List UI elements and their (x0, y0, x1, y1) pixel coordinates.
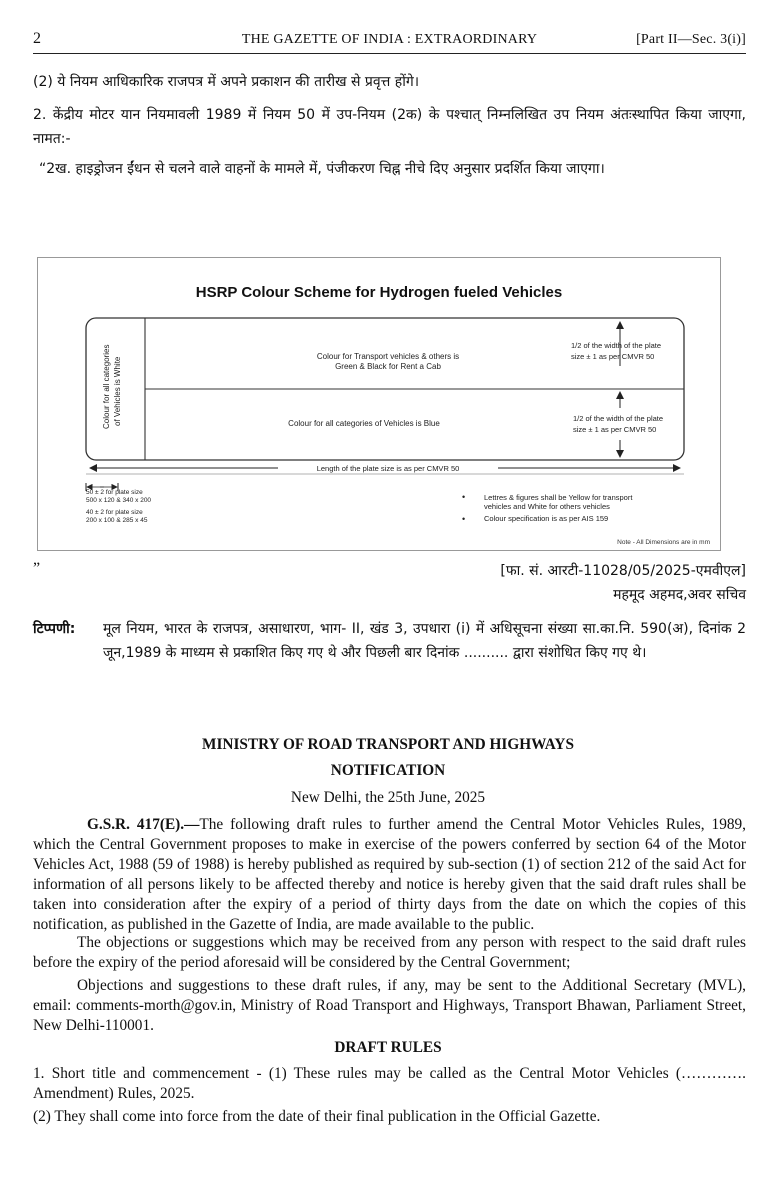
notification-heading: NOTIFICATION (330, 762, 446, 779)
figure-title: HSRP Colour Scheme for Hydrogen fueled Vehicles (195, 284, 563, 301)
closing-quote: ” (33, 560, 41, 577)
bullet-dot-2: • (462, 514, 466, 524)
bullet-1a: Lettres & figures shall be Yellow for transport (484, 493, 633, 502)
dim-top-line-1: 1/2 of the width of the plate (571, 341, 662, 350)
vertical-label-2: of Vehicles is White (113, 356, 122, 426)
size-note-2b: 200 x 100 & 285 x 45 (86, 517, 148, 524)
size-note-1a: 50 ± 2 for plate size (86, 489, 143, 496)
length-label: Length of the plate size is as per CMVR 50 (316, 464, 460, 473)
draft-rules-heading: DRAFT RULES (334, 1039, 442, 1056)
bottom-band-label: Colour for all categories of Vehicles is Blue (288, 419, 440, 428)
hsrp-plate-diagram (38, 258, 720, 550)
dimensions-note: Note - All Dimensions are in mm (617, 539, 710, 546)
signatory: महमूद अहमद,अवर सचिव (613, 587, 746, 603)
gsr-text: The following draft rules to further amend the Central Motor Vehicles Rules, 1989, which the Central Government proposes to make in exercise of the powers conferred by section 64 of the Motor Vehicles Act, 1988 (59 of 1988) is hereby published as required by sub-section (1) of section 212 of the said Act for information of all persons likely to be affected thereby and notice is hereby given that the said draft rules shall be taken into consideration after the expiry of a period of thirty days from the date on which the copies of this notification, as published in the Gazette of India, are made available to the public. (33, 816, 746, 933)
dim-bottom-line-1: 1/2 of the width of the plate (573, 414, 664, 423)
dim-top-line-2: size ± 1 as per CMVR 50 (571, 352, 655, 361)
hsrp-figure (37, 257, 721, 551)
page-number: 2 (33, 30, 42, 47)
contact-paragraph: Objections and suggestions to these draft rules, if any, may be sent to the Additional Secretary (MVL), email: comments-morth@gov.in, Ministry of Road Transport and Highways, Transport Bhawan, Parliament Street, New Delhi-110001. (33, 977, 746, 1034)
bullet-2: Colour specification is as per AIS 159 (484, 514, 609, 523)
gsr-number: G.S.R. 417(E).— (87, 816, 200, 833)
dim-bottom-line-2: size ± 1 as per CMVR 50 (573, 425, 657, 434)
vertical-label-1: Colour for all categories (102, 344, 111, 429)
gsr-paragraph (33, 815, 746, 935)
gazette-title: THE GAZETTE OF INDIA : EXTRAORDINARY (241, 32, 538, 47)
hindi-para-commencement: (2) ये नियम आधिकारिक राजपत्र में अपने प्रकाशन की तारीख से प्रवृत्त होंगे। (33, 74, 420, 90)
page-header (33, 30, 746, 52)
size-note-2a: 40 ± 2 for plate size (86, 509, 143, 516)
dateline: New Delhi, the 25th June, 2025 (290, 789, 486, 806)
header-rule (33, 53, 746, 54)
bullet-dot-1: • (462, 492, 466, 502)
draft-rule-1: 1. Short title and commencement - (1) These rules may be called as the Central Motor Vehicles (…………. Amendment) Rules, 2025. (33, 1065, 746, 1102)
objections-paragraph: The objections or suggestions which may be received from any person with respect to the said draft rules before the expiry of the period aforesaid will be considered by the Central Government; (33, 934, 746, 971)
size-note-1b: 500 x 120 & 340 x 200 (86, 497, 152, 504)
top-band-line-1: Colour for Transport vehicles & others is (316, 352, 460, 361)
part-section: [Part II—Sec. 3(i)] (636, 32, 746, 47)
bullet-1b: vehicles and White for others vehicles (484, 502, 610, 511)
hindi-para-amendment: 2. केंद्रीय मोटर यान नियमावली 1989 में नियम 50 में उप-नियम (2क) के पश्चात् निम्नलिखित उप नियम अंतःस्थापित किया जाएगा, नामत:- (33, 107, 746, 147)
hindi-para-rule: “2ख. हाइड्रोजन ईंधन से चलने वाले वाहनों के मामले में, पंजीकरण चिह्न नीचे दिए अनुसार प्रदर्शित किया जाएगा। (39, 161, 605, 177)
draft-rule-2: (2) They shall come into force from the date of their final publication in the Official Gazette. (33, 1108, 601, 1125)
file-number: [फा. सं. आरटी-11028/05/2025-एमवीएल] (500, 563, 746, 579)
note-text: मूल नियम, भारत के राजपत्र, असाधारण, भाग- II, खंड 3, उपधारा (i) में अधिसूचना संख्या सा.का.नि. 590(अ), दिनांक 2 जून,1989 के माध्यम से प्रकाशित किए गए थे और पिछली बार दिनांक .......... द्वारा संशोधित किए गए थे। (103, 621, 746, 661)
top-band-line-2: Green & Black for Rent a Cab (335, 362, 441, 371)
note-label: टिप्पणी: (33, 621, 76, 637)
ministry-heading: MINISTRY OF ROAD TRANSPORT AND HIGHWAYS (202, 736, 574, 753)
